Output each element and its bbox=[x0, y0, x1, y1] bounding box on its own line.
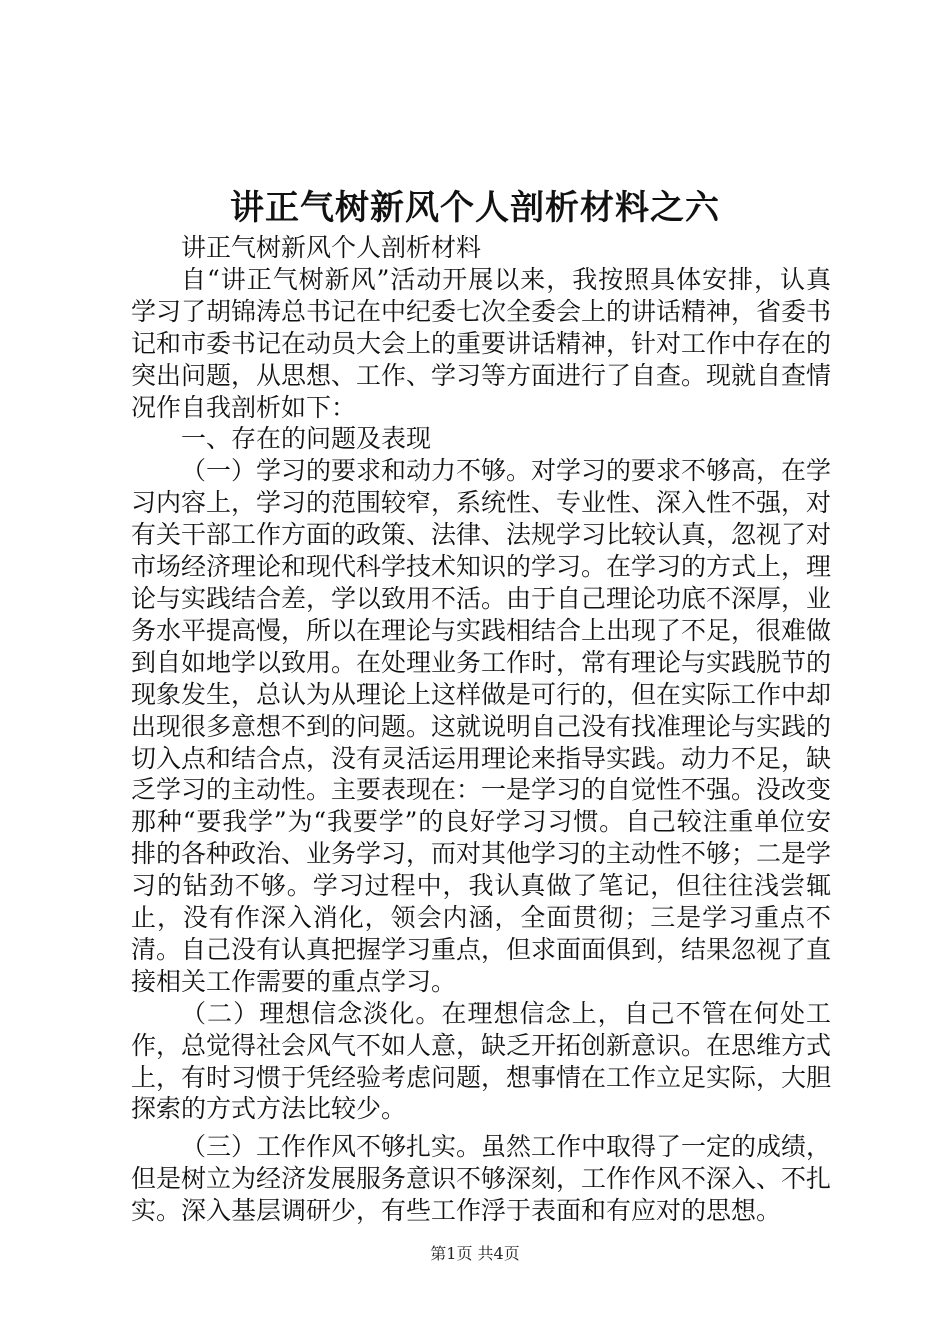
document-title: 讲正气树新风个人剖析材料之六 bbox=[230, 188, 720, 228]
body-paragraph-3: （三）工作作风不够扎实。虽然工作中取得了一定的成绩，但是树立为经济发展服务意识不够深刻，工作作风不深入、不扎实。深入基层调研少，有些工作浮于表面和有应对的思想。 bbox=[131, 1132, 832, 1226]
intro-paragraph: 自“讲正气树新风”活动开展以来，我按照具体安排，认真学习了胡锦涛总书记在中纪委七次全委会上的讲话精神，省委书记和市委书记在动员大会上的重要讲话精神，针对工作中存在的突出问题，从思想、工作、学习等方面进行了自查。现就自查情况作自我剖析如下： bbox=[131, 264, 832, 422]
document-body bbox=[131, 232, 831, 1227]
page-footer: 第1页 共4页 bbox=[430, 1244, 520, 1263]
body-paragraph-1: （一）学习的要求和动力不够。对学习的要求不够高，在学习内容上，学习的范围较窄，系统性、专业性、深入性不强，对有关干部工作方面的政策、法律、法规学习比较认真，忽视了对市场经济理论和现代科学技术知识的学习。在学习的方式上，理论与实践结合差，学以致用不活。由于自己理论功底不深厚，业务水平提高慢，所以在理论与实践相结合上出现了不足，很难做到自如地学以致用。在处理业务工作时，常有理论与实践脱节的现象发生，总认为从理论上这样做是可行的，但在实际工作中却出现很多意想不到的问题。这就说明自己没有找准理论与实践的切入点和结合点，没有灵活运用理论来指导实践。动力不足，缺乏学习的主动性。主要表现在：一是学习的自觉性不强。没改变那种“要我学”为“我要学”的良好学习习惯。自己较注重单位安排的各种政治、业务学习，而对其他学习的主动性不够；二是学习的钻劲不够。学习过程中，我认真做了笔记，但往往浅尝辄止，没有作深入消化，领会内涵，全面贯彻；三是学习重点不清。自己没有认真把握学习重点，但求面面俱到，结果忽视了直接相关工作需要的重点学习。 bbox=[131, 456, 832, 996]
section-heading: 一、存在的问题及表现 bbox=[181, 424, 432, 454]
body-paragraph-2: （二）理想信念淡化。在理想信念上，自己不管在何处工作，总觉得社会风气不如人意，缺乏开拓创新意识。在思维方式上，有时习惯于凭经验考虑问题，想事情在工作立足实际，大胆探索的方式方法比较少。 bbox=[131, 998, 832, 1124]
document-subtitle: 讲正气树新风个人剖析材料 bbox=[181, 233, 482, 262]
